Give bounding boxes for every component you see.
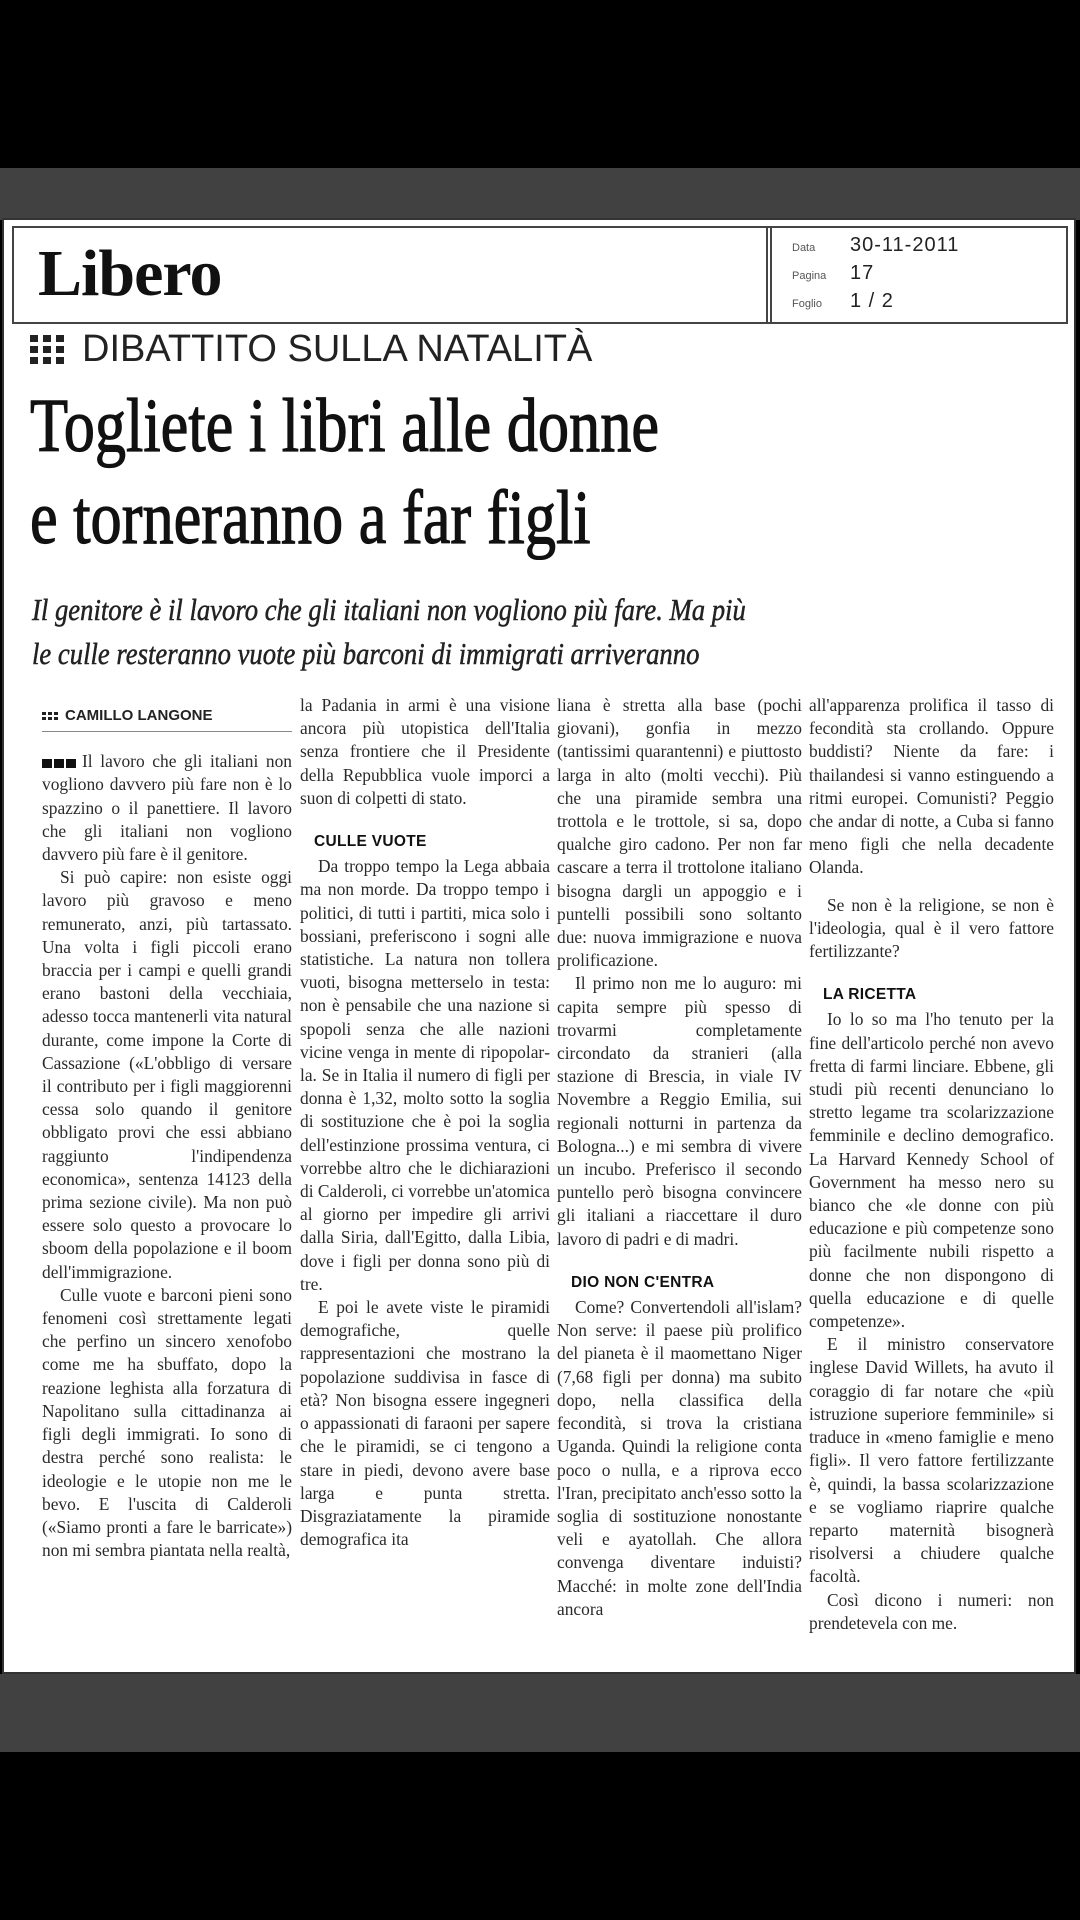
meta-value: 17 bbox=[850, 262, 875, 284]
paragraph: all'apparenza prolifica il tasso di fecondità sta crollando. Oppure buddisti? Niente da fare: i thailandesi si vanno estinguendo a ritmi europei. Comunisti? Peggio che andar di notte, a Cuba si fanno meno figli che nella decadente Olanda. bbox=[809, 695, 1054, 878]
bottom-dark-band bbox=[0, 1674, 1080, 1752]
article-body bbox=[42, 694, 1052, 1654]
paragraph: Il lavoro che gli italiani non vogliono davvero più fare non è lo spazzino o il panettiere. Il lavoro che gli italiani non vogliono davvero più fare è il genitore. bbox=[42, 751, 292, 865]
headline-line: e torneranno a far figli bbox=[30, 476, 591, 560]
meta-label: Data bbox=[792, 242, 816, 254]
headline bbox=[30, 380, 866, 564]
paragraph: Da troppo tempo la Lega abbaia ma non morde. Da troppo tempo i politici, di tutti i partiti, mica solo i bossiani, preferiscono i sogni alle statistiche. La natura non tollera vuoti, bisogna metterselo in testa: non è pensabile che una nazione si spopoli senza che alle nazioni vicine venga in mente di ripopolarla. Se in Italia il numero di figli per donna è 1,32, molto sotto la soglia di sostituzione che è poi la soglia dell'estinzione prossima ventura, ci vorrebbe altro che le dichiarazioni di Calderoli, ci vorrebbe un'atomica al giorno per impedire gli arrivi dalla Siria, dall'Egitto, dalla Libia, dove i figli per donna sono più di tre. bbox=[300, 856, 550, 1294]
newspaper-logo: Libero bbox=[38, 237, 222, 310]
paragraph: Il primo non me lo auguro: mi capita sempre più spesso di trovarmi completamente circondato da stranieri (alla stazione di Brescia, in viale IV Novembre a Reggio Emilia, sui regionali notturni in partenza da Bologna...) e mi sembra di vivere un incubo. Preferisco il secondo puntello però bisogna convincere gli italiani a riaccettare il duro lavoro di padri e di madri. bbox=[557, 973, 802, 1249]
section-heading: CULLE VUOTE bbox=[314, 833, 427, 851]
article-column-3 bbox=[557, 694, 802, 1621]
meta-page bbox=[792, 262, 959, 290]
subhead-line: le culle resteranno vuote più barconi di immigrati arriveranno bbox=[32, 636, 700, 671]
section-heading: DIO NON C'ENTRA bbox=[571, 1273, 715, 1291]
meta-label: Foglio bbox=[792, 298, 822, 310]
byline bbox=[42, 704, 292, 732]
paragraph: la Padania in armi è una visione ancora più utopistica dell'Italia senza frontiere che il Presidente della Repubblica vuole imporci a suon di colpetti di stato. bbox=[300, 695, 550, 808]
meta-date bbox=[792, 234, 959, 262]
section-heading: LA RICETTA bbox=[823, 986, 917, 1004]
kicker-text: DIBATTITO SULLA NATALITÀ bbox=[82, 328, 593, 370]
lead-squares-icon bbox=[42, 759, 76, 768]
newspaper-clipping bbox=[2, 218, 1076, 1674]
paragraph: liana è stretta alla base (pochi giovani), gonfia in mezzo (tantissimi quarantenni) e piuttosto larga in alto (molti vecchi). Più che una piramide sembra una trottola e le trottole, si sa, dopo qualche giro cadono. Per non far cascare a terra il trottolone italiano bisogna dargli un appoggio e i puntelli possibili sono soltanto due: nuova immigrazione e nuova prolificazione. bbox=[557, 695, 802, 971]
paragraph: Se non è la religione, se non è l'ideologia, qual è il vero fattore fertilizzante? bbox=[809, 894, 1054, 962]
paragraph: E poi le avete viste le piramidi demografiche, quelle rappresentazioni che mostrano la popolazione suddivisa in fasce di età? Non bisogna essere ingegneri o appassionati di faraoni per sapere che le piramidi, se ci tengono a stare in piedi, devono avere base larga e punta stretta. Disgraziatamente la piramide demografica ita bbox=[300, 1297, 550, 1550]
dots-icon bbox=[30, 335, 64, 364]
subhead-line: Il genitore è il lavoro che gli italiani non vogliono più fare. Ma più bbox=[32, 592, 746, 627]
paragraph: E il ministro conservatore inglese David Willets, ha avuto il coraggio di far notare che «più istruzione superiore femminile» si traduce in «meno famiglie e meno figli». Il vero fattore fertilizzante è, quindi, la bassa scolarizzazione e se vogliamo riaprire qualche reparto maternità bisognerà risolversi a chiudere qualche facoltà. bbox=[809, 1334, 1054, 1587]
article-column-4 bbox=[809, 694, 1054, 1635]
meta-sheet bbox=[792, 290, 959, 318]
paragraph: Culle vuote e barconi pieni sono fenomeni così strettamente legati che perfino un sincero xenofobo come me ha sbuffato, dopo la reazione leghista alla forzatura di Napolitano sulla cittadinanza ai figli degli immigrati. Io sono di destra perché sono realista: le ideologie e le utopie non me le bevo. E l'uscita di Calderoli («Siamo pronti a fare le barricate») non mi sembra piantata nella realtà, bbox=[42, 1284, 292, 1561]
article-column-2 bbox=[300, 694, 550, 1551]
masthead-divider bbox=[766, 228, 772, 322]
paragraph: Così dicono i numeri: non prendetevela con me. bbox=[809, 1589, 1054, 1633]
headline-line: Togliete i libri alle donne bbox=[30, 384, 660, 468]
paragraph: Si può capire: non esiste oggi lavoro più gravoso e meno remunerato, anzi, più tartassato. Una volta i figli piccoli erano braccia per i campi e quelli grandi erano bastoni della vecchiaia, adesso tocca mantenerli vita natural durante, come impone la Corte di Cassazione («L'obbligo di versare il contributo per i figli maggiorenni cessa solo quando il genitore obbligato provi che essi abbiano raggiunto l'indipendenza economica», sentenza 14123 della prima sezione civile). Ma non può essere solo questo a provocare lo sboom della popolazione e il boom dell'immigrazione. bbox=[42, 867, 292, 1282]
clipping-meta bbox=[792, 234, 959, 318]
masthead bbox=[12, 226, 1068, 324]
kicker bbox=[30, 328, 592, 371]
meta-label: Pagina bbox=[792, 270, 827, 282]
top-dark-band bbox=[0, 168, 1080, 220]
subhead bbox=[32, 588, 892, 676]
meta-value: 30-11-2011 bbox=[850, 234, 960, 256]
paragraph: Come? Convertendoli all'islam? Non serve: il paese più prolifico del pianeta è il maomettano Niger (7,68 figli per donna) ma subito dopo, nella classifica della fecondità, si trova la cristiana Uganda. Quindi la religione conta poco o nulla, e a riprova ecco l'Iran, precipitato anch'esso sotto la soglia di sostituzione nonostante veli e ayatollah. Che allora convenga diventare induisti? Macché: in molte zone dell'India ancora bbox=[557, 1297, 802, 1619]
author-name: CAMILLO LANGONE bbox=[65, 707, 213, 724]
meta-value: 1 / 2 bbox=[850, 290, 894, 312]
paragraph: Io lo so ma l'ho tenuto per la fine dell'articolo perché non avevo fretta di farmi linciare. Ebbene, gli studi più recenti denunciano lo stretto legame tra scolarizzazione femminile e declino demografico. La Harvard Kennedy School of Government ha messo nero su bianco che «le donne con più educazione e più competenze sono più facilmente nubili rispetto a donne che non dispongono di quella educazione e di quelle competenze». bbox=[809, 1009, 1054, 1332]
dots-icon bbox=[42, 712, 58, 720]
article-column-1 bbox=[42, 694, 292, 1562]
